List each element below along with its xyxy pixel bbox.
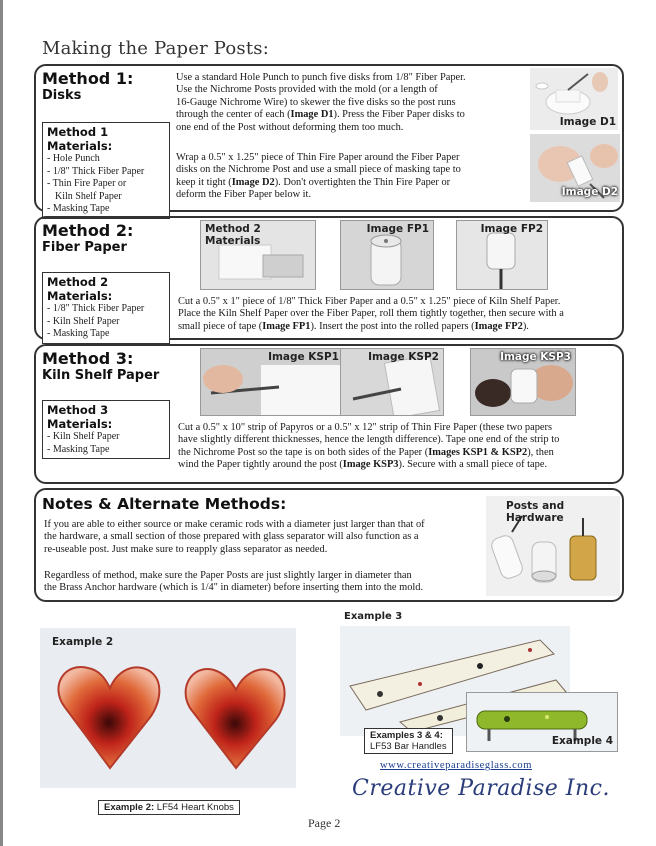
text-span: keep it tight ( bbox=[176, 176, 232, 188]
text-span: ). bbox=[522, 320, 529, 332]
method3-heading bbox=[42, 350, 159, 384]
image-ksp2 bbox=[340, 348, 444, 416]
method2-heading bbox=[42, 222, 133, 256]
method1-material-item: - 1/8" Thick Fiber Paper bbox=[47, 165, 145, 177]
text-line: disks on the Nichrome Post and use a small piece of masking tape to bbox=[176, 164, 461, 176]
notes-heading: Notes & Alternate Methods: bbox=[42, 495, 287, 513]
text-line bbox=[176, 109, 516, 121]
text-line: Place the Kiln Shelf Paper over the Fiber Paper, roll them tightly together, then secure with a bbox=[178, 308, 564, 320]
caption-text: LF54 Heart Knobs bbox=[154, 802, 234, 813]
text-span: ). Don't overtighten the Thin Fire Paper or bbox=[274, 176, 451, 188]
example2-graphic bbox=[40, 628, 296, 788]
image-d2-caption: Image D2 bbox=[561, 186, 618, 198]
method1-material-item: - Hole Punch bbox=[47, 153, 100, 164]
image-d1 bbox=[530, 68, 618, 130]
method1-title: Method 1: bbox=[42, 69, 134, 88]
method1-paragraph-1 bbox=[176, 72, 516, 134]
image-ksp3 bbox=[470, 348, 576, 416]
text-span: small piece of tape ( bbox=[178, 320, 263, 332]
text-line: Use a standard Hole Punch to punch five disks from 1/8" Fiber Paper. bbox=[176, 72, 466, 83]
method2-title: Method 2: bbox=[42, 221, 134, 240]
method3-subtitle: Kiln Shelf Paper bbox=[42, 368, 160, 383]
method2-materials-image bbox=[200, 220, 316, 290]
text-line: Regardless of method, make sure the Paper Posts are just slightly larger in diameter than bbox=[44, 570, 412, 581]
method1-material-item: - Thin Fire Paper or bbox=[47, 178, 127, 189]
example2-label: Example 2 bbox=[52, 636, 114, 648]
method3-title: Method 3: bbox=[42, 349, 134, 368]
method1-panel bbox=[34, 64, 624, 212]
method2-material-item: - Kiln Shelf Paper bbox=[47, 315, 120, 327]
method2-material-item: - 1/8" Thick Fiber Paper bbox=[47, 303, 145, 314]
method2-materials-box bbox=[42, 272, 170, 344]
text-line: have slightly different thicknesses, hence the length difference). Tape one end of the strip to bbox=[178, 434, 560, 446]
text-span: ). Insert the post into the rolled papers ( bbox=[310, 320, 475, 332]
method3-panel bbox=[34, 344, 624, 484]
image-fp2-caption: Image FP2 bbox=[480, 223, 543, 235]
method3-materials-box bbox=[42, 400, 170, 459]
method3-paragraph bbox=[178, 422, 618, 472]
text-span: ). Press the Fiber Paper disks to bbox=[333, 109, 465, 121]
image-ksp1 bbox=[200, 348, 344, 416]
image-d1-caption: Image D1 bbox=[559, 116, 616, 128]
image-ref: Images KSP1 & KSP2 bbox=[428, 446, 528, 458]
image-ref: Image D1 bbox=[290, 109, 334, 121]
example2-caption bbox=[98, 800, 240, 815]
text-line bbox=[176, 177, 516, 189]
method3-material-item: - Kiln Shelf Paper bbox=[47, 431, 120, 442]
text-line: Cut a 0.5" x 1" piece of 1/8" Thick Fiber Paper and a 0.5" x 1.25" piece of Kiln Shelf Paper. bbox=[178, 296, 561, 307]
text-line: Cut a 0.5" x 10" strip of Papyros or a 0.5" x 12" strip of Thin Fire Paper (these two papers bbox=[178, 422, 553, 433]
text-span: the Nichrome Post so the tape is on both sides of the Paper ( bbox=[178, 446, 429, 458]
example4-image bbox=[466, 692, 618, 752]
text-span: through the center of each ( bbox=[176, 109, 291, 121]
method3-materials-title: Method 3 Materials: bbox=[47, 403, 113, 431]
text-line: one end of the Post without deforming them too much. bbox=[176, 121, 404, 133]
text-line: the Brass Anchor hardware (which is 1/4" in diameter) before inserting them into the mold. bbox=[44, 582, 424, 594]
method2-material-item: - Masking Tape bbox=[47, 328, 110, 339]
method3-material-item: - Masking Tape bbox=[47, 443, 110, 455]
website-link[interactable]: www.creativeparadiseglass.com bbox=[380, 760, 532, 771]
method1-materials-title: Method 1 Materials: bbox=[47, 125, 113, 153]
examples34-caption bbox=[364, 728, 453, 754]
notes-paragraph-1 bbox=[44, 519, 484, 556]
example4-label: Example 4 bbox=[551, 735, 613, 747]
image-ref: Image D2 bbox=[231, 176, 275, 188]
method1-material-item: - Masking Tape bbox=[47, 203, 110, 214]
method2-paragraph bbox=[178, 296, 618, 333]
text-line: If you are able to either source or make ceramic rods with a diameter just larger than that of bbox=[44, 519, 425, 530]
caption-bold: Example 2: bbox=[104, 802, 155, 813]
method1-materials-box bbox=[42, 122, 170, 219]
method1-subtitle: Disks bbox=[42, 88, 82, 103]
text-span: wind the Paper tightly around the post ( bbox=[178, 459, 343, 471]
method1-material-item: Kiln Shelf Paper bbox=[55, 190, 122, 202]
text-line bbox=[178, 321, 618, 333]
caption-text: LF53 Bar Handles bbox=[370, 741, 447, 752]
text-line: re-useable post. Just make sure to reapply glass separator as needed. bbox=[44, 543, 328, 555]
text-line: the hardware, a small section of those prepared with glass separator will also function as a bbox=[44, 531, 419, 543]
text-line bbox=[178, 459, 618, 471]
image-fp1-caption: Image FP1 bbox=[366, 223, 429, 235]
image-ksp3-caption: Image KSP3 bbox=[500, 351, 571, 363]
method2-materials-caption: Method 2 Materials bbox=[205, 223, 261, 247]
text-span: ). Secure with a small piece of tape. bbox=[398, 459, 548, 471]
example3-label: Example 3 bbox=[344, 611, 403, 622]
image-ksp2-caption: Image KSP2 bbox=[368, 351, 439, 363]
caption-bold: Examples 3 & 4: bbox=[370, 730, 443, 741]
text-line: deform the Fiber Paper below it. bbox=[176, 189, 312, 201]
method2-subtitle: Fiber Paper bbox=[42, 240, 127, 255]
image-ref: Image FP2 bbox=[474, 320, 523, 332]
image-d2 bbox=[530, 134, 620, 202]
method1-heading bbox=[42, 70, 133, 104]
text-line: Wrap a 0.5" x 1.25" piece of Thin Fire Paper around the Fiber Paper bbox=[176, 152, 460, 163]
image-fp2 bbox=[456, 220, 548, 290]
company-logo: Creative Paradise Inc. bbox=[352, 776, 610, 801]
posts-hardware-image bbox=[486, 496, 620, 596]
text-span: ), then bbox=[527, 446, 554, 458]
page-title: Making the Paper Posts: bbox=[42, 38, 269, 59]
page-number: Page 2 bbox=[308, 816, 341, 830]
method2-materials-title: Method 2 Materials: bbox=[47, 275, 113, 303]
notes-paragraph-2 bbox=[44, 570, 484, 595]
text-line bbox=[178, 447, 618, 459]
image-ref: Image KSP3 bbox=[342, 459, 399, 471]
notes-panel bbox=[34, 488, 624, 602]
method1-paragraph-2 bbox=[176, 152, 516, 202]
method2-panel bbox=[34, 216, 624, 340]
example2-image bbox=[40, 628, 296, 788]
posts-hardware-caption: Posts and Hardware bbox=[506, 500, 565, 524]
image-fp1 bbox=[340, 220, 434, 290]
image-ksp1-caption: Image KSP1 bbox=[268, 351, 339, 363]
text-line: Use the Nichrome Posts provided with the mold (or a length of bbox=[176, 84, 438, 96]
page-edge bbox=[0, 0, 3, 846]
image-ref: Image FP1 bbox=[262, 320, 311, 332]
text-line: 16-Gauge Nichrome Wire) to skewer the five disks so the post runs bbox=[176, 96, 456, 108]
